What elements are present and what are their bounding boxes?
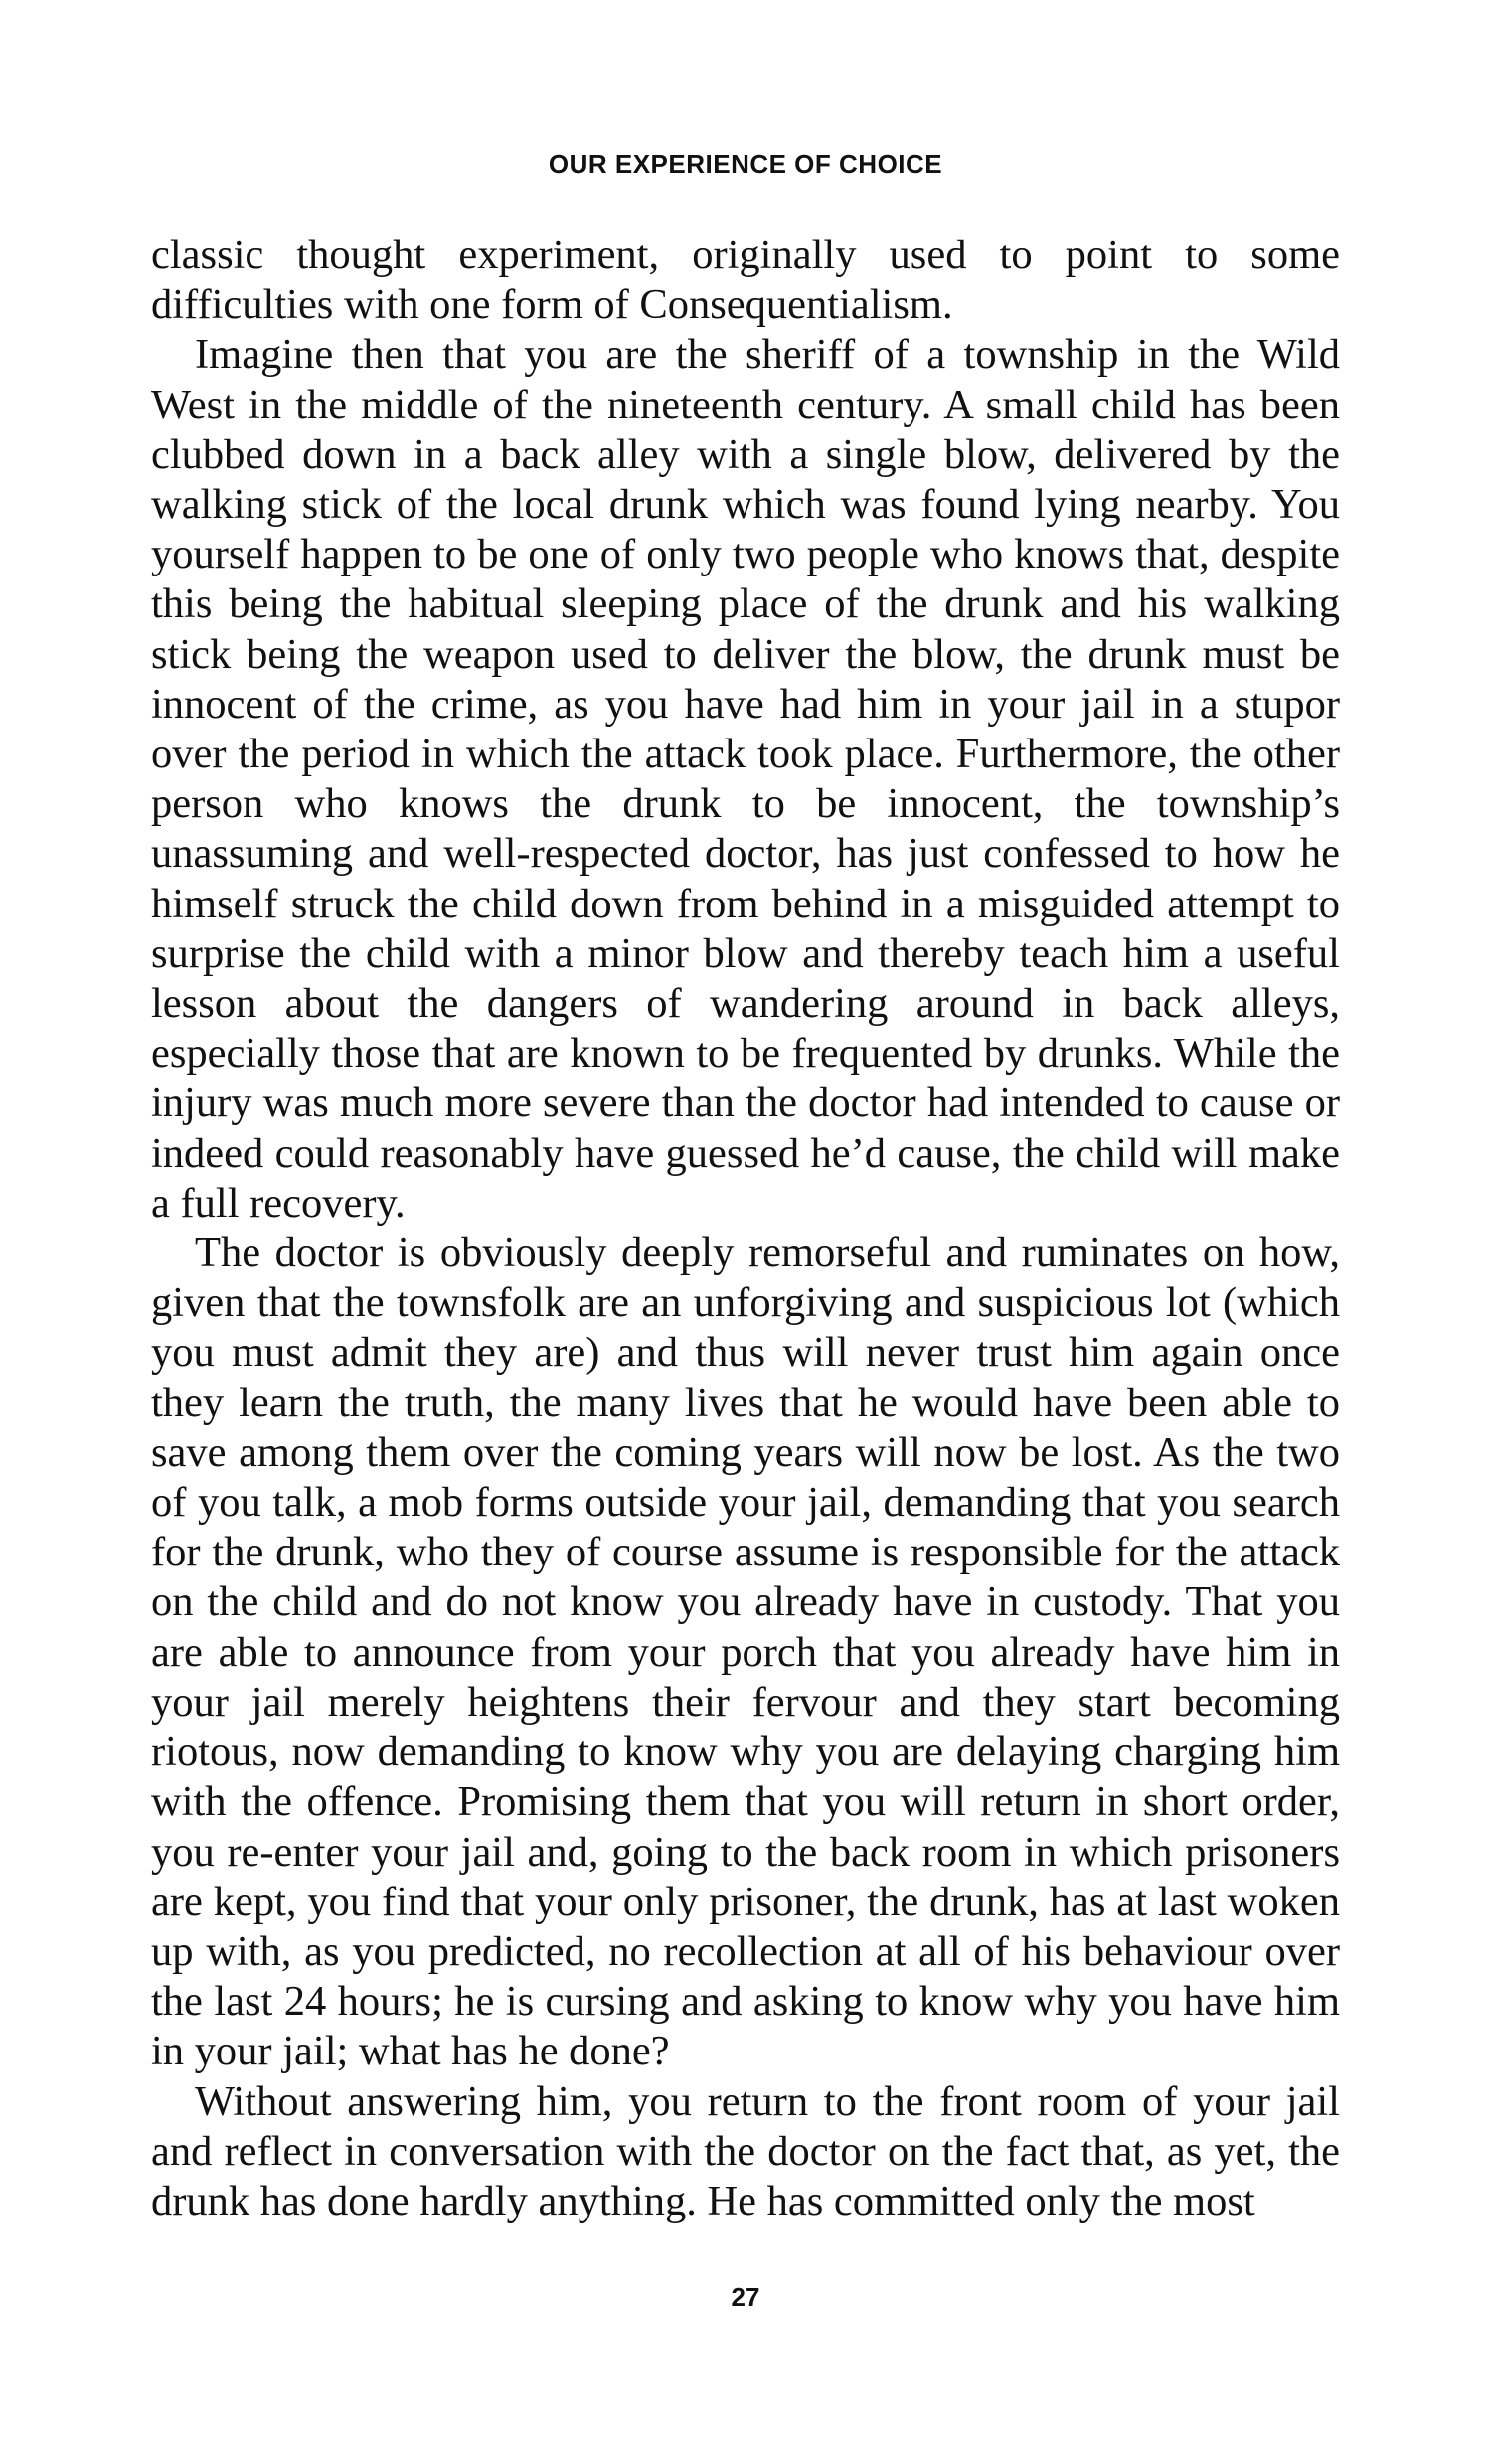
page-number: 27 [731,2282,760,2312]
running-head: OUR EXPERIENCE OF CHOICE [548,149,943,179]
paragraph-1: classic thought experiment, originally used to point to some difficulties with one form of Consequentialism. [151,232,1340,329]
paragraph-4: Without answering him, you return to the front room of your jail and reflect in conversation with the doctor on the fact that, as yet, the drunk has done hardly anything. He has committed only the most [151,2077,1340,2224]
paragraph-2: Imagine then that you are the sheriff of a township in the Wild West in the middle of the nineteenth century. A small child has been clubbed down in a back alley with a single blow, delivered by the walking stick of the local drunk which was found lying nearby. You yourself happen to be one of only two people who knows that, despite this being the habitual sleeping place of the drunk and his walking stick being the weapon used to deliver the blow, the drunk must be innocent of the crime, as you have had him in your jail in a stupor over the period in which the attack took place. Furthermore, the other person who knows the drunk to be innocent, the township’s unassuming and well-respected doctor, has just confessed to how he himself struck the child down from behind in a misguided attempt to surprise the child with a minor blow and thereby teach him a useful lesson about the dangers of wandering around in back alleys, especially those that are known to be frequented by drunks. While the injury was much more severe than the doctor had intended to cause or indeed could reasonably have guessed he’d cause, the child will make a full recovery. [151,331,1340,1227]
paragraph-3: The doctor is obviously deeply remorseful and ruminates on how, given that the townsfolk are an unforgiving and suspicious lot (which you must admit they are) and thus will never trust him again once they learn the truth, the many lives that he would have been able to save among them over the coming years will now be lost. As the two of you talk, a mob forms outside your jail, demanding that you search for the drunk, who they of course assume is responsible for the attack on the child and do not know you already have in custody. That you are able to announce from your porch that you already have him in your jail merely heightens their fervour and they start becoming riotous, now demanding to know why you are delaying charging him with the offence. Promising them that you will return in short order, you re-enter your jail and, going to the back room in which prisoners are kept, you find that your only prisoner, the drunk, has at last woken up with, as you predicted, no recollection at all of his behaviour over the last 24 hours; he is cursing and asking to know why you have him in your jail; what has he done? [151,1230,1340,2075]
body-text [151,231,1340,2226]
